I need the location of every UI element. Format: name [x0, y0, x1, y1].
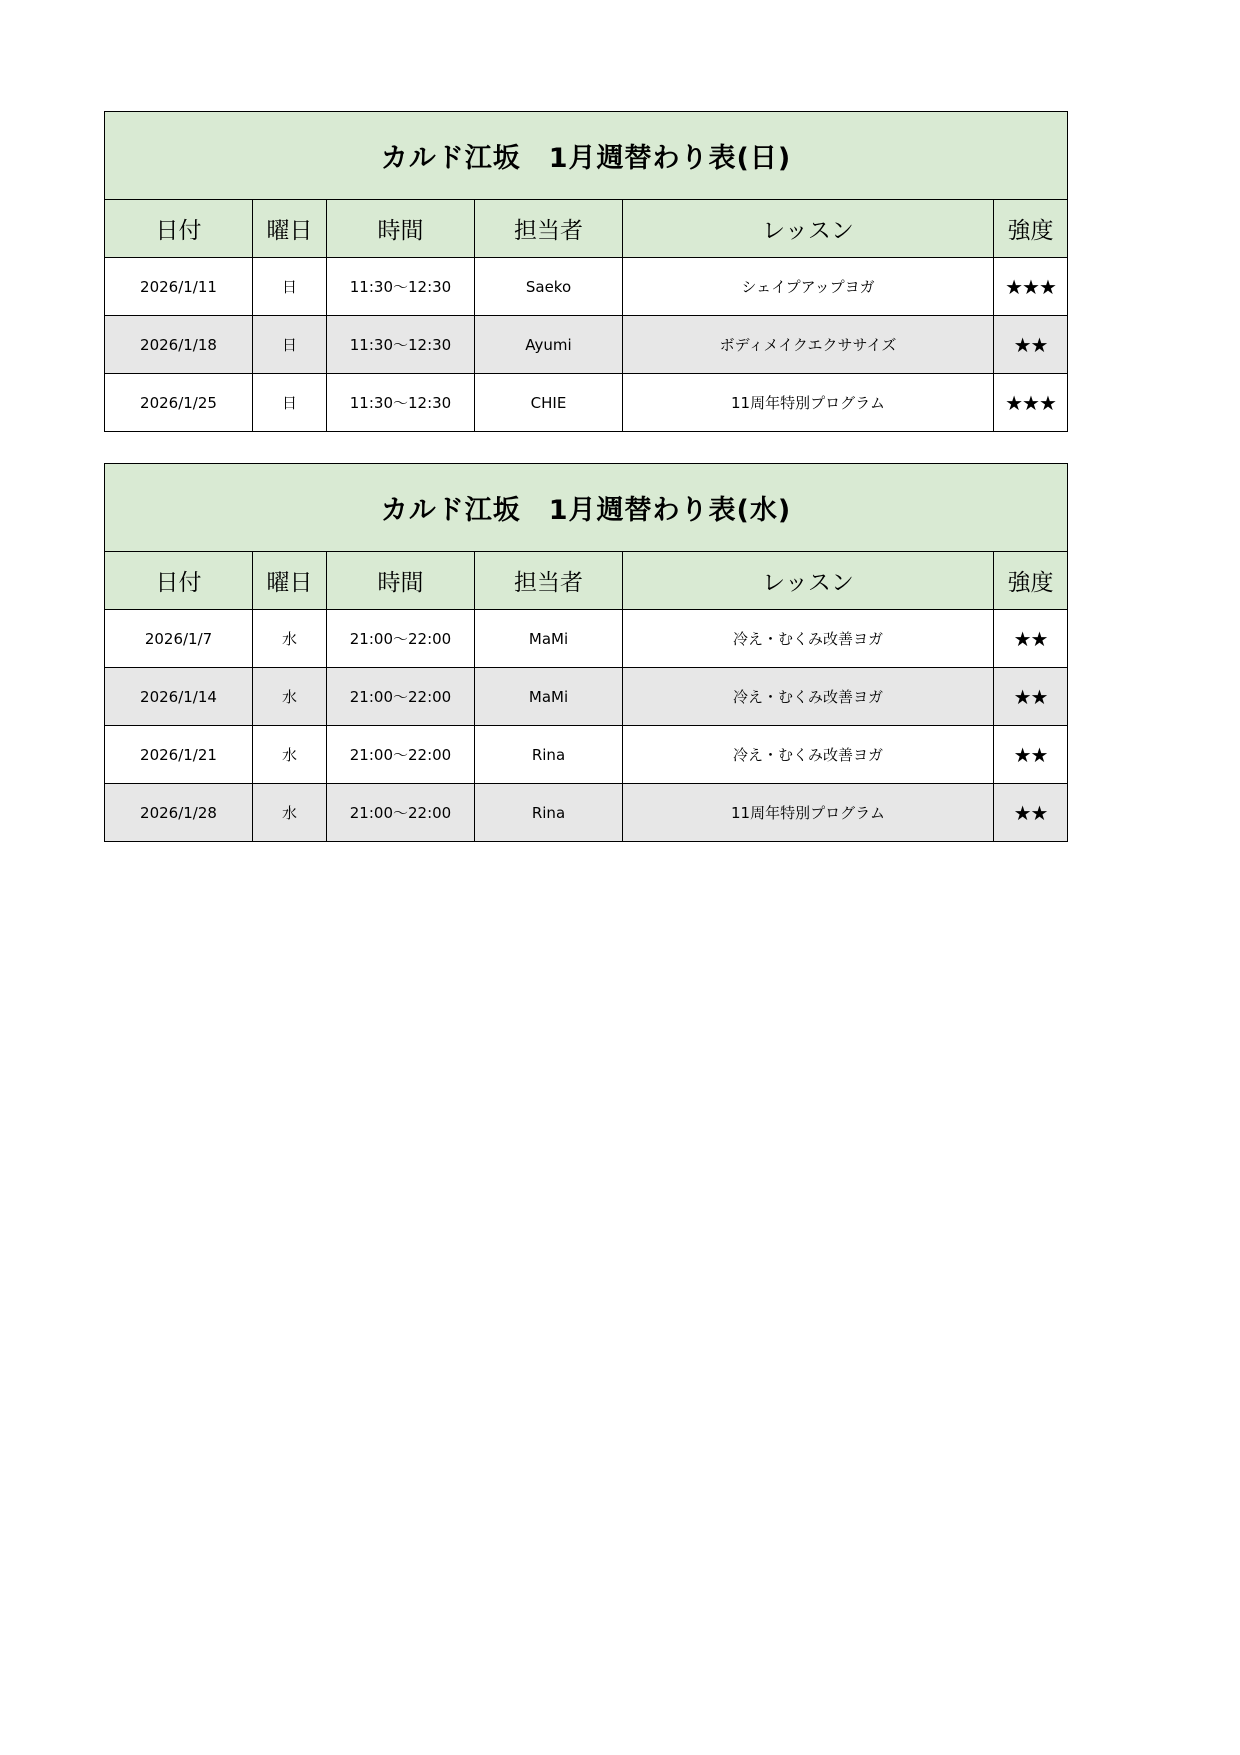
- column-header-lesson: レッスン: [623, 552, 994, 610]
- table-row: [105, 258, 1068, 316]
- table-row: [105, 316, 1068, 374]
- column-header-date: 日付: [105, 200, 253, 258]
- intensity-cell: ★★★: [994, 258, 1068, 316]
- lesson-cell: 冷え・むくみ改善ヨガ: [623, 726, 994, 784]
- day-cell: 水: [253, 668, 327, 726]
- intensity-cell: ★★: [994, 316, 1068, 374]
- table-row: [105, 784, 1068, 842]
- lesson-cell: 冷え・むくみ改善ヨガ: [623, 610, 994, 668]
- date-cell: 2026/1/21: [105, 726, 253, 784]
- column-header-intensity: 強度: [994, 200, 1068, 258]
- day-cell: 水: [253, 726, 327, 784]
- lesson-cell: シェイプアップヨガ: [623, 258, 994, 316]
- column-header-intensity: 強度: [994, 552, 1068, 610]
- day-cell: 水: [253, 610, 327, 668]
- table-row: [105, 374, 1068, 432]
- column-header-day: 曜日: [253, 200, 327, 258]
- date-cell: 2026/1/28: [105, 784, 253, 842]
- time-cell: 11:30～12:30: [327, 316, 475, 374]
- instructor-cell: Saeko: [475, 258, 623, 316]
- column-header-instructor: 担当者: [475, 552, 623, 610]
- intensity-cell: ★★: [994, 610, 1068, 668]
- date-cell: 2026/1/11: [105, 258, 253, 316]
- instructor-cell: Ayumi: [475, 316, 623, 374]
- table-title: カルド江坂 1月週替わり表(日): [105, 112, 1068, 200]
- intensity-cell: ★★: [994, 784, 1068, 842]
- schedule-table-wednesday: [104, 463, 1068, 842]
- date-cell: 2026/1/14: [105, 668, 253, 726]
- schedule-table-sunday: [104, 111, 1068, 432]
- intensity-cell: ★★★: [994, 374, 1068, 432]
- instructor-cell: CHIE: [475, 374, 623, 432]
- time-cell: 21:00～22:00: [327, 610, 475, 668]
- intensity-cell: ★★: [994, 668, 1068, 726]
- day-cell: 日: [253, 316, 327, 374]
- time-cell: 21:00～22:00: [327, 784, 475, 842]
- time-cell: 11:30～12:30: [327, 258, 475, 316]
- lesson-cell: 11周年特別プログラム: [623, 374, 994, 432]
- instructor-cell: MaMi: [475, 610, 623, 668]
- table-row: [105, 610, 1068, 668]
- time-cell: 11:30～12:30: [327, 374, 475, 432]
- column-header-time: 時間: [327, 552, 475, 610]
- date-cell: 2026/1/18: [105, 316, 253, 374]
- day-cell: 日: [253, 374, 327, 432]
- table-row: [105, 668, 1068, 726]
- instructor-cell: Rina: [475, 726, 623, 784]
- instructor-cell: MaMi: [475, 668, 623, 726]
- table-row: [105, 726, 1068, 784]
- column-header-lesson: レッスン: [623, 200, 994, 258]
- column-header-time: 時間: [327, 200, 475, 258]
- date-cell: 2026/1/7: [105, 610, 253, 668]
- lesson-cell: 11周年特別プログラム: [623, 784, 994, 842]
- time-cell: 21:00～22:00: [327, 668, 475, 726]
- column-header-day: 曜日: [253, 552, 327, 610]
- instructor-cell: Rina: [475, 784, 623, 842]
- day-cell: 日: [253, 258, 327, 316]
- day-cell: 水: [253, 784, 327, 842]
- column-header-date: 日付: [105, 552, 253, 610]
- lesson-cell: ボディメイクエクササイズ: [623, 316, 994, 374]
- table-title: カルド江坂 1月週替わり表(水): [105, 464, 1068, 552]
- date-cell: 2026/1/25: [105, 374, 253, 432]
- intensity-cell: ★★: [994, 726, 1068, 784]
- time-cell: 21:00～22:00: [327, 726, 475, 784]
- column-header-instructor: 担当者: [475, 200, 623, 258]
- lesson-cell: 冷え・むくみ改善ヨガ: [623, 668, 994, 726]
